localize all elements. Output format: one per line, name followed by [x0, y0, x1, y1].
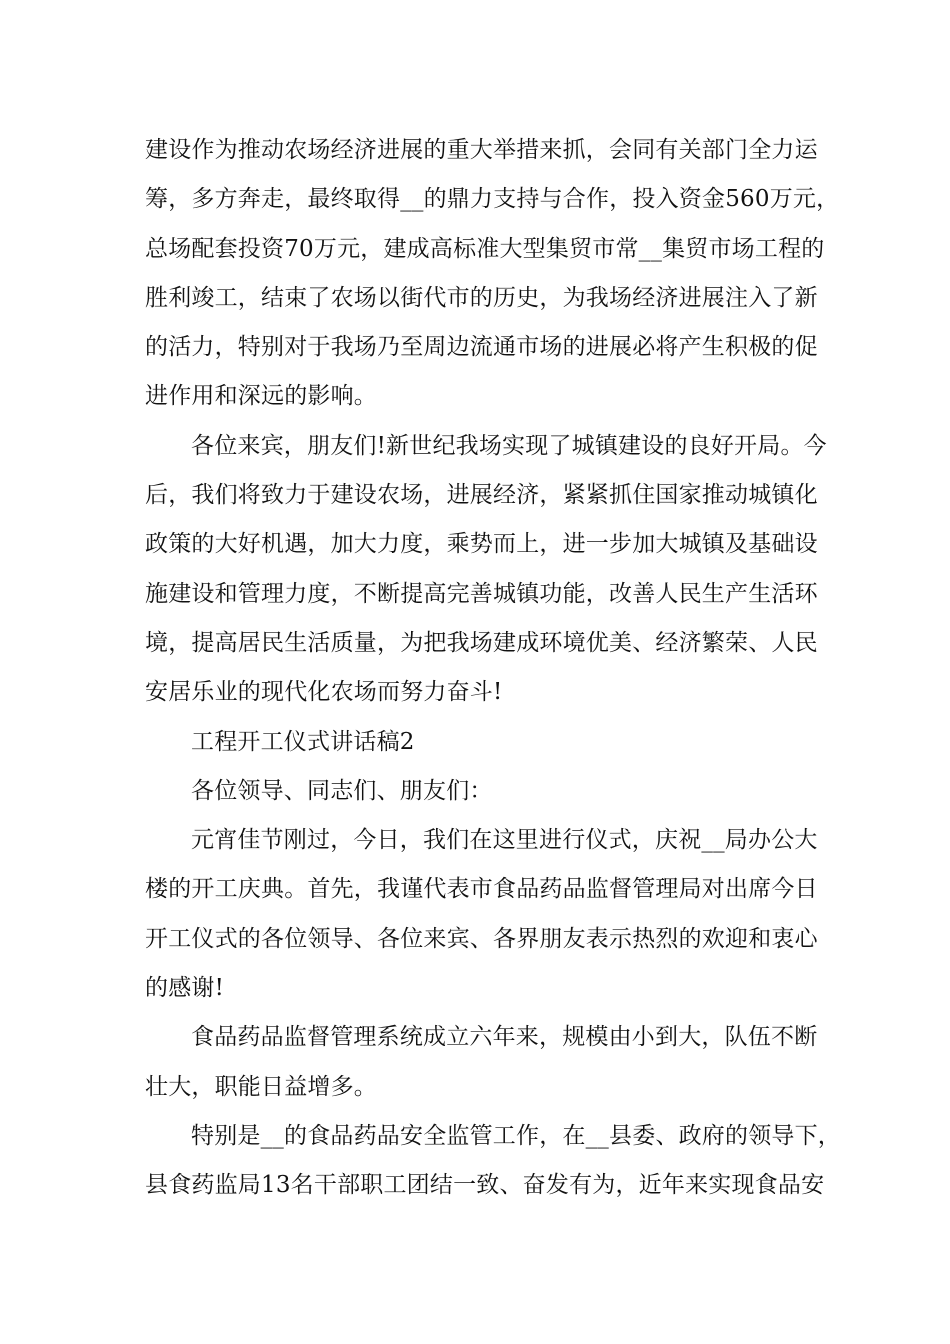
text-line: 筹，多方奔走，最终取得__的鼎力支持与合作，投入资金560万元，: [145, 186, 840, 213]
text-line: 境，提高居民生活质量，为把我场建成环境优美、经济繁荣、人民: [145, 629, 818, 656]
text-line: 总场配套投资70万元，建成高标准大型集贸市常__集贸市场工程的: [145, 235, 825, 262]
text-line: 各位来宾，朋友们!新世纪我场实现了城镇建设的良好开局。今: [191, 432, 827, 459]
text-line: 建设作为推动农场经济进展的重大举措来抓，会同有关部门全力运: [145, 137, 818, 163]
text-line: 食品药品监督管理系统成立六年来，规模由小到大，队伍不断: [191, 1024, 818, 1051]
text-line: 的感谢!: [145, 975, 225, 1002]
text-line: 胜利竣工，结束了农场以街代市的历史，为我场经济进展注入了新: [145, 284, 818, 311]
text-line: 的活力，特别对于我场乃至周边流通市场的进展必将产生积极的促: [145, 334, 818, 361]
text-line: 开工仪式的各位领导、各位来宾、各界朋友表示热烈的欢迎和衷心: [145, 925, 818, 952]
text-line: 施建设和管理力度，不断提高完善城镇功能，改善人民生产生活环: [145, 580, 818, 607]
text-line: 壮大，职能日益增多。: [145, 1073, 377, 1100]
paragraph-ceremony-opening: [145, 816, 835, 1013]
paragraph-future-development: [145, 422, 835, 718]
text-line: 进作用和深远的影响。: [145, 383, 377, 410]
text-line: 楼的开工庆典。首先，我谨代表市食品药品监督管理局对出席今日: [145, 876, 818, 903]
text-line: 后，我们将致力于建设农场，进展经济，紧紧抓住国家推动城镇化: [145, 482, 818, 509]
text-line: 政策的大好机遇，加大力度，乘势而上，进一步加大城镇及基础设: [145, 531, 818, 558]
paragraph-system-growth: [145, 1013, 835, 1112]
paragraph-market-construction: [145, 126, 840, 422]
document-body: [145, 126, 841, 1211]
text-line: 特别是__的食品药品安全监管工作，在__县委、政府的领导下，: [191, 1122, 841, 1149]
text-line: 安居乐业的现代化农场而努力奋斗!: [145, 679, 503, 706]
section-title: 工程开工仪式讲话稿2: [191, 728, 415, 755]
paragraph-food-safety: [145, 1112, 841, 1211]
greeting-line: 各位领导、同志们、朋友们：: [191, 777, 493, 804]
text-line: 县食药监局13名干部职工团结一致、奋发有为，近年来实现食品安: [145, 1172, 825, 1199]
text-line: 元宵佳节刚过，今日，我们在这里进行仪式，庆祝__局办公大: [191, 827, 818, 854]
